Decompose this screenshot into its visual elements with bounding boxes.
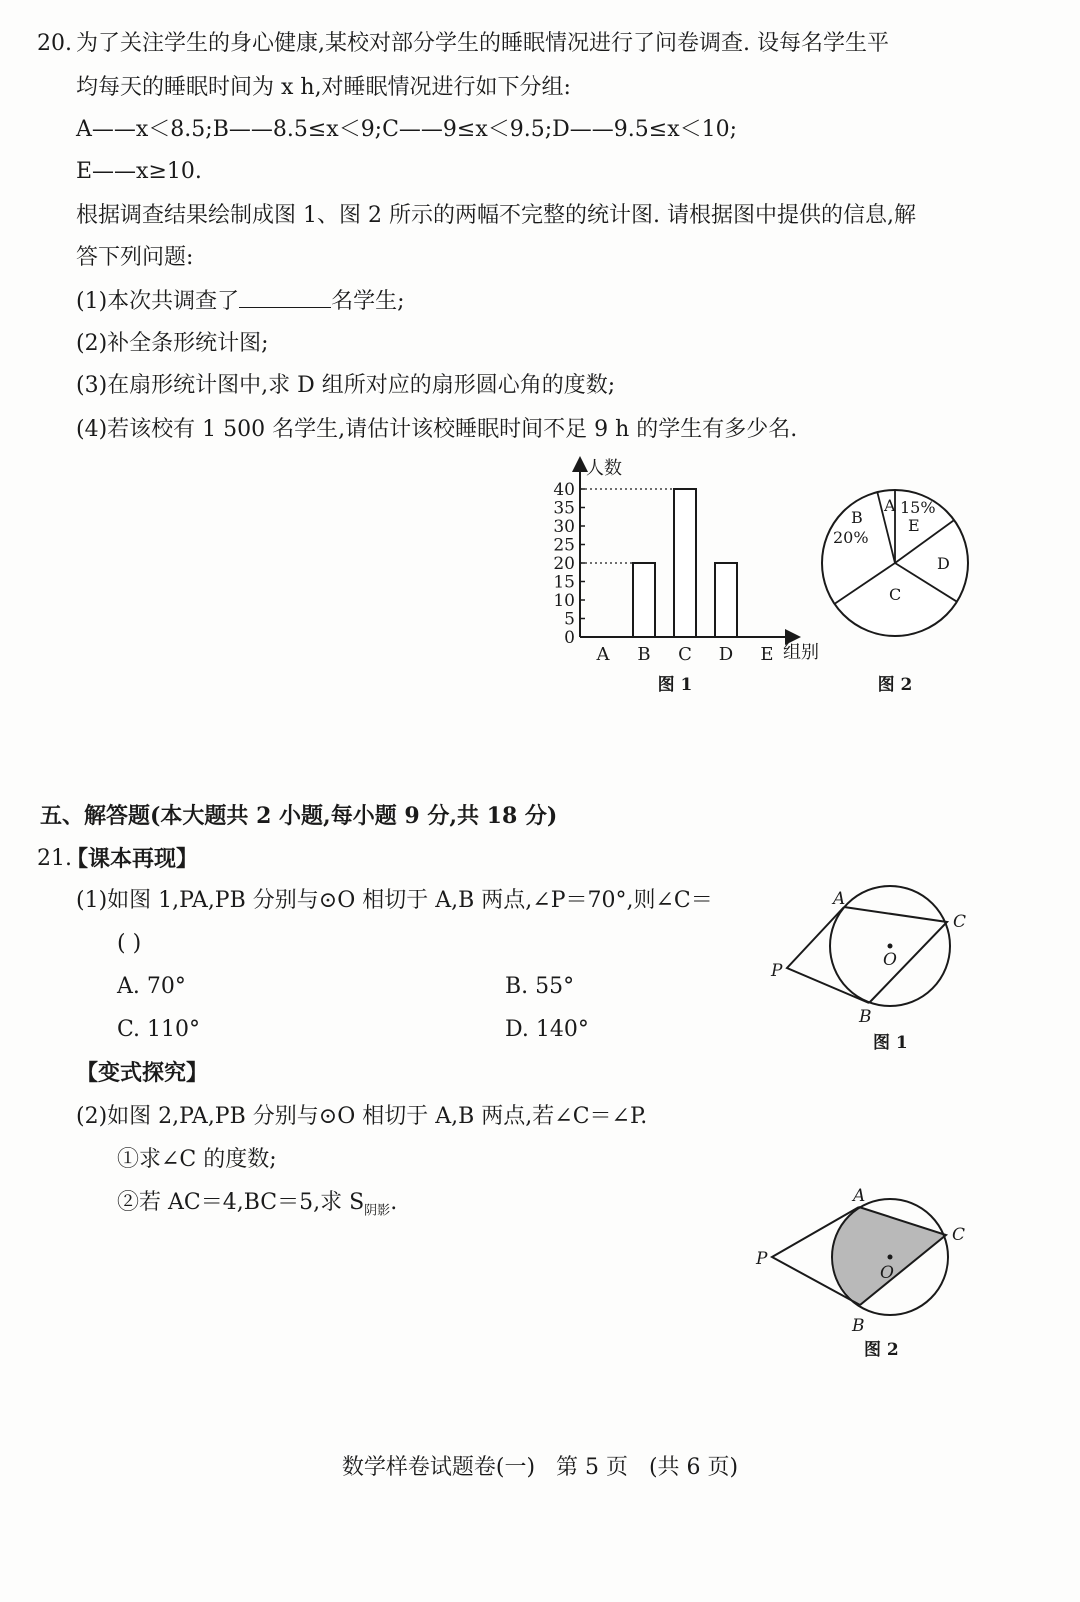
geometry-figure-2	[750, 1185, 980, 1365]
x-tick-label: A	[596, 644, 610, 665]
x-tick-label: D	[718, 644, 734, 665]
figure1-caption: 图 1	[873, 1033, 908, 1053]
y-tick-label: 15	[553, 572, 575, 593]
q21-part1-paren: ( )	[117, 931, 142, 956]
q20-part1-suffix: 名学生;	[331, 289, 405, 314]
q21-part2-line1: (2)如图 2,PA,PB 分别与⊙O 相切于 A,B 两点,若∠C＝∠P.	[76, 1104, 648, 1129]
q20-number: 20.	[37, 31, 72, 56]
figure1-chart-caption: 图 1	[657, 675, 693, 695]
label-o: O	[883, 950, 897, 970]
q21-tag-variant: 【变式探究】	[76, 1060, 209, 1086]
pie-chart	[815, 478, 975, 698]
q20-part3: (3)在扇形统计图中,求 D 组所对应的扇形圆心角的度数;	[76, 373, 616, 398]
q20-line1: 为了关注学生的身心健康,某校对部分学生的睡眠情况进行了问卷调查. 设每名学生平	[76, 31, 889, 56]
q21-sub2-end: .	[390, 1190, 398, 1215]
pie-label-b: B	[851, 508, 863, 527]
y-tick-label: 35	[553, 498, 575, 519]
q20-part4: (4)若该校有 1 500 名学生,请估计该校睡眠时间不足 9 h 的学生有多少名.	[76, 417, 798, 442]
label-o: O	[880, 1263, 894, 1283]
x-tick-label: C	[678, 644, 692, 665]
option-b[interactable]: B. 55°	[505, 974, 575, 999]
pie-label-e: E	[908, 516, 920, 535]
tangent-lines	[787, 907, 869, 1003]
y-tick-label: 30	[553, 517, 575, 537]
bar-chart	[535, 450, 835, 700]
q21-part1-line1: (1)如图 1,PA,PB 分别与⊙O 相切于 A,B 两点,∠P＝70°,则∠C＝	[76, 888, 713, 913]
y-tick-label: 25	[553, 535, 575, 556]
answer-blank[interactable]	[239, 285, 331, 308]
bar-b	[633, 563, 655, 637]
section5-heading: 五、解答题(本大题共 2 小题,每小题 9 分,共 18 分)	[40, 803, 558, 829]
label-p: P	[756, 1249, 768, 1269]
q20-part1-prefix: (1)本次共调查了	[76, 289, 240, 314]
center-dot	[888, 1255, 893, 1260]
label-b: B	[859, 1007, 872, 1027]
bar-c	[674, 489, 696, 637]
option-c[interactable]: C. 110°	[117, 1017, 201, 1042]
label-b: B	[852, 1316, 865, 1336]
q20-part2: (2)补全条形统计图;	[76, 331, 269, 356]
label-c: C	[952, 1225, 966, 1245]
figure2-caption: 图 2	[864, 1340, 899, 1360]
q21-sub2-subscript: 阴影	[364, 1203, 391, 1219]
q21-sub2	[117, 1187, 397, 1227]
y-axis-label: 人数	[586, 458, 622, 479]
geometry-figure-1	[765, 880, 985, 1060]
y-tick-label: 40	[553, 480, 575, 500]
q20-line2: 均每天的睡眠时间为 x h,对睡眠情况进行如下分组:	[76, 75, 571, 100]
pie-label-d: D	[937, 554, 950, 573]
q21-sub2-main: ②若 AC＝4,BC＝5,求 S	[117, 1190, 365, 1215]
y-tick-label: 0	[564, 628, 575, 648]
y-tick-label: 10	[553, 591, 575, 611]
label-a: A	[833, 889, 846, 909]
y-tick-label: 20	[553, 554, 575, 574]
pie-label-a: A	[884, 496, 896, 515]
center-dot	[888, 944, 893, 949]
q21-sub1: ①求∠C 的度数;	[117, 1147, 277, 1172]
x-tick-label: B	[637, 644, 651, 665]
label-a: A	[853, 1186, 866, 1206]
option-a[interactable]: A. 70°	[117, 974, 186, 999]
page-footer: 数学样卷试题卷(一) 第 5 页 (共 6 页)	[341, 1455, 739, 1480]
q20-intro2: 答下列问题:	[76, 245, 194, 270]
bar-d	[715, 563, 737, 637]
y-tick-label: 5	[564, 609, 575, 630]
q20-part1	[76, 285, 405, 318]
figure2-chart-caption: 图 2	[877, 675, 913, 695]
pie-percent-e: 15%	[900, 498, 936, 517]
q20-groups-line1: A——x＜8.5;B——8.5≤x＜9;C——9≤x＜9.5;D——9.5≤x＜10;	[76, 117, 738, 142]
option-d[interactable]: D. 140°	[505, 1017, 589, 1042]
q20-groups-line2: E——x≥10.	[76, 159, 202, 184]
label-p: P	[771, 961, 783, 981]
pie-percent-b: 20%	[833, 528, 869, 547]
x-tick-label: E	[760, 644, 774, 665]
label-c: C	[953, 912, 967, 932]
x-axis-label: 组别	[783, 642, 819, 663]
q20-intro1: 根据调查结果绘制成图 1、图 2 所示的两幅不完整的统计图. 请根据图中提供的信息,解	[76, 203, 916, 228]
q21-tag-textbook: 【课本再现】	[66, 846, 199, 872]
q21-number: 21.	[37, 846, 72, 871]
pie-label-c: C	[889, 585, 902, 604]
